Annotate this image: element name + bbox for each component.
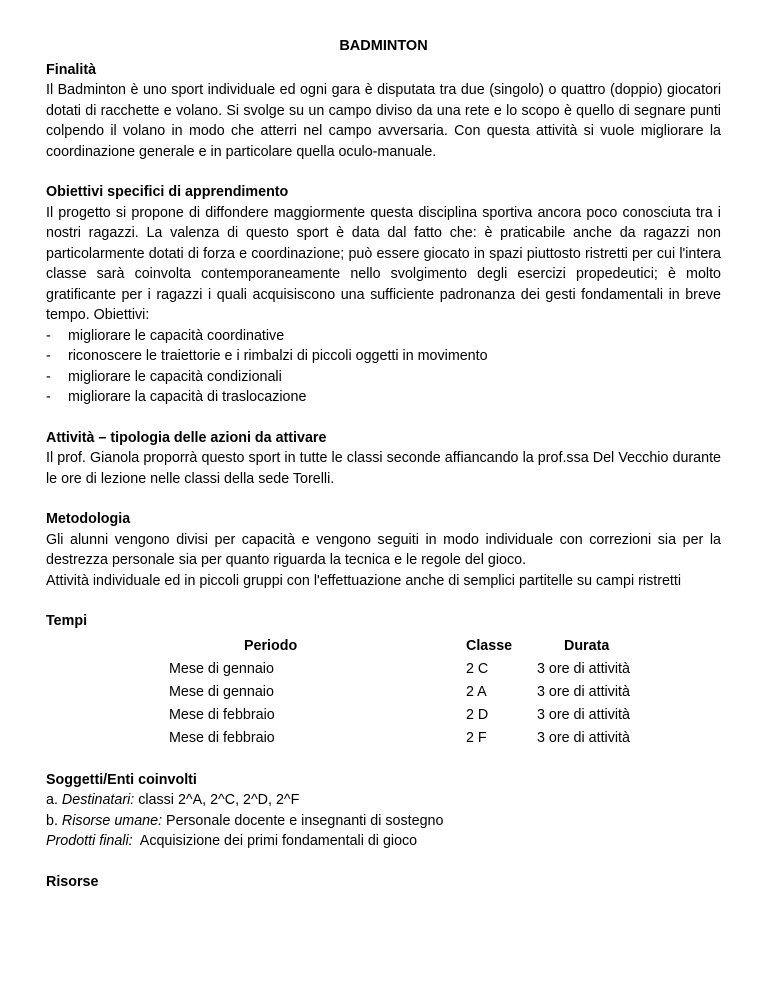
table-cell: 2 C xyxy=(466,660,489,677)
section-text: Il Badminton è uno sport individuale ed ogni gara è disputata tra due (singolo) o quattro (doppio) giocatori dotati di racchette e volano. Si svolge su un campo diviso da una rete e lo scopo è quello di segnare punti colpendo il volano in modo che atterri nel campo avversaria. Con questa attività si vuole migliorare la coordinazione generale e in particolare quella oculo-manuale. xyxy=(46,82,721,160)
risorse-umane-label: Risorse umane: xyxy=(61,812,163,829)
table-row xyxy=(169,727,630,750)
section-obiettivi xyxy=(46,182,721,408)
section-text: Il prof. Gianola proporrà questo sport in tutte le classi seconde affiancando la prof.ssa Del Vecchio durante le ore di lezione nelle classi della sede Torelli. xyxy=(46,450,721,487)
document-page xyxy=(46,36,721,892)
prodotti-finali-label: Prodotti finali: xyxy=(46,833,133,849)
risorse-umane-text: Personale docente e insegnanti di sostegno xyxy=(166,812,444,829)
objectives-list xyxy=(46,326,721,408)
table-header-row xyxy=(169,635,630,658)
list-prefix: a. xyxy=(46,792,58,808)
section-text: Attività individuale ed in piccoli gruppi con l'effettuazione anche di semplici partitelle su campi ristretti xyxy=(46,572,682,589)
table-cell: Mese di gennaio xyxy=(169,683,274,700)
table-cell: 3 ore di attività xyxy=(537,660,630,677)
table-cell: 2 A xyxy=(466,683,487,700)
section-text: Il progetto si propone di diffondere maggiormente questa disciplina sportiva ancora poco conosciuta tra i nostri ragazzi. La valenza di questo sport è data dal fatto che: è praticabile anche da ragazzi non particolarmente dotati di forza e coordinazione; può essere giocato in spazi piuttosto ristretti per cui l'intera classe sarà coinvolta contemporaneamente nello svolgimento degli esercizi propedeutici; è molto gratificante per i ragazzi i quali acquisiscono una sufficiente padronanza dei gesti fondamentali in breve tempo. Obiettivi: xyxy=(46,204,721,323)
table-cell: 3 ore di attività xyxy=(537,706,630,723)
table-row xyxy=(169,704,630,727)
prodotti-finali-text: Acquisizione dei primi fondamentali di gioco xyxy=(139,833,418,849)
section-heading: Risorse xyxy=(46,873,99,890)
table-cell: 2 D xyxy=(466,706,489,723)
list-prefix: b. xyxy=(46,812,58,829)
section-text: Gli alunni vengono divisi per capacità e vengono seguiti in modo individuale con correzioni sia per la destrezza personale sia per quanto riguarda la tecnica e le regole del gioco. xyxy=(46,531,721,568)
document-title: BADMINTON xyxy=(339,38,428,54)
section-heading: Tempi xyxy=(46,613,88,629)
section-finalita xyxy=(46,60,721,163)
section-metodologia xyxy=(46,509,721,591)
column-header: Periodo xyxy=(244,637,298,654)
list-item: - migliorare la capacità di traslocazione xyxy=(46,387,721,408)
prodotti-finali-line xyxy=(46,831,721,852)
section-tempi xyxy=(46,611,721,750)
column-header: Classe xyxy=(466,637,513,654)
section-heading: Finalità xyxy=(46,61,97,78)
section-risorse xyxy=(46,872,721,893)
table-cell: 3 ore di attività xyxy=(537,729,630,746)
section-heading: Metodologia xyxy=(46,511,131,527)
list-item: - migliorare le capacità condizionali xyxy=(46,367,721,388)
section-soggetti xyxy=(46,770,721,852)
table-cell: Mese di gennaio xyxy=(169,660,274,677)
section-heading: Attività – tipologia delle azioni da attivare xyxy=(46,429,327,446)
table-cell: 2 F xyxy=(466,729,487,746)
section-heading: Soggetti/Enti coinvolti xyxy=(46,771,197,788)
destinatari-text: classi 2^A, 2^C, 2^D, 2^F xyxy=(138,792,300,808)
list-item: - migliorare le capacità coordinative xyxy=(46,326,721,347)
table-cell: Mese di febbraio xyxy=(169,729,275,746)
table-cell: Mese di febbraio xyxy=(169,706,275,723)
section-attivita xyxy=(46,428,721,490)
table-cell: 3 ore di attività xyxy=(537,683,630,700)
list-item: - riconoscere le traiettorie e i rimbalzi di piccoli oggetti in movimento xyxy=(46,346,721,367)
schedule-table xyxy=(169,635,630,750)
table-row xyxy=(169,658,630,681)
destinatari-line xyxy=(46,790,721,811)
section-heading: Obiettivi specifici di apprendimento xyxy=(46,184,289,200)
destinatari-label: Destinatari: xyxy=(61,792,135,808)
risorse-umane-line xyxy=(46,811,721,832)
column-header: Durata xyxy=(564,637,610,654)
table-row xyxy=(169,681,630,704)
